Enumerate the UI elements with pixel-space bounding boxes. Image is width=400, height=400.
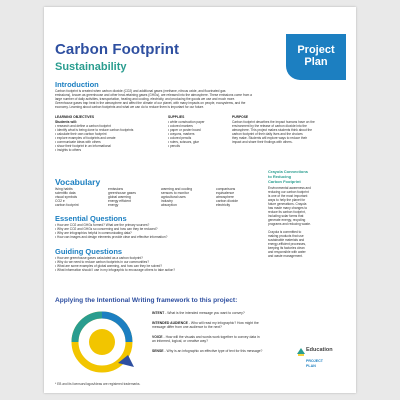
supplies-list <box>168 120 220 148</box>
vocabulary-term: equivalence <box>216 191 235 195</box>
purpose-line: atmosphere. This project makes students think about the <box>232 128 313 132</box>
sidebar-line: reducing our carbon footprint <box>268 190 309 194</box>
vocabulary-column <box>108 187 158 207</box>
objective-item: • show their footprint in an informational <box>55 144 135 148</box>
framework-center <box>89 329 115 355</box>
supply-item: • colored pencils <box>168 136 220 140</box>
sidebar-line: has made many changes to <box>268 206 308 210</box>
sidebar-title: to Reducing <box>268 174 292 179</box>
intentional-writing-diagram <box>62 311 142 373</box>
objectives-intro: Students will: <box>55 120 78 124</box>
trademark-footnote: * EB and its licensors/logos/ideas are registered trademarks. <box>55 382 141 386</box>
intro-line: Greenhouse gases trap heat in the atmosphere and affect the climate of our planet, with many impacts on people, ecosystems, and the <box>55 101 246 105</box>
objective-item: • calculate their own carbon footprint <box>55 132 135 136</box>
essential-question: • How can images and design elements provide clear and effective information? <box>55 235 263 239</box>
objective-item: • research and define a carbon footprint <box>55 124 135 128</box>
sidebar-line: keeping its factories clean <box>268 246 305 250</box>
document-type-line: PLAN <box>306 363 316 368</box>
sidebar-line: and waste management. <box>268 254 303 258</box>
vocabulary-column <box>55 187 105 207</box>
purpose-line: they make. Students will explore ways to reduce their <box>232 136 308 140</box>
supply-item: • white construction paper <box>168 120 220 124</box>
vocabulary-column <box>216 187 264 207</box>
sidebar-line: programs and reducing waste. <box>268 222 311 226</box>
objective-item: • communicate ideas with others <box>55 140 135 144</box>
sidebar-title: Carbon Footprint <box>268 179 301 184</box>
purpose-line: environment by the release of carbon dioxide into the <box>232 124 307 128</box>
sidebar-line: Crayola is committed to <box>268 230 302 234</box>
guiding-questions-heading: Guiding Questions <box>55 247 123 256</box>
document-type-line: PROJECT <box>306 359 323 363</box>
supply-item: • paper or poster board <box>168 128 220 132</box>
objectives-heading: LEARNING OBJECTIVES <box>55 115 95 119</box>
sidebar-line: is one of the most important <box>268 194 308 198</box>
sidebar-line: Environmental awareness and <box>268 186 311 190</box>
vocabulary-term: greenhouse gases <box>108 191 136 195</box>
vocabulary-column <box>161 187 213 207</box>
vocabulary-term: comparisons <box>216 187 236 191</box>
objectives-list <box>55 120 135 152</box>
purpose-text <box>232 120 348 144</box>
guiding-question: • Why do we need to reduce carbon footprints in our communities? <box>55 260 263 264</box>
supply-item: • colored markers <box>168 124 220 128</box>
purpose-heading: PURPOSE <box>232 115 249 119</box>
vocabulary-term: absorption <box>161 203 177 207</box>
badge-line-1: Project <box>297 44 335 56</box>
framework-voice <box>152 335 264 343</box>
sidebar-text <box>268 186 348 258</box>
framework-label: INTENDED AUDIENCE <box>152 321 188 325</box>
crayola-logo-icon <box>296 347 306 357</box>
document-title: Carbon Footprint <box>55 41 180 58</box>
guiding-question: • What are some examples of global warming, and how can they be solved? <box>55 264 263 268</box>
document-subtitle: Sustainability <box>55 61 127 73</box>
vocabulary-term: industry <box>161 199 173 203</box>
vocabulary-term: energy <box>108 203 119 207</box>
guiding-question: • What information should I use in my infographic to encourage others to take action? <box>55 268 263 272</box>
intro-line: economy. Learning about carbon footprints and what we can do to reduce them is important for our future. <box>55 105 205 109</box>
framework-audience <box>152 321 264 329</box>
guiding-questions-list <box>55 256 263 272</box>
supply-item: • rulers, scissors, glue <box>168 140 220 144</box>
purpose-line: carbon footprint of their daily lives and the choices <box>232 132 303 136</box>
vocabulary-term: global warming <box>108 195 131 199</box>
guiding-question: • How are greenhouse gases calculated as a carbon footprint? <box>55 256 263 260</box>
vocabulary-term: emissions <box>108 187 124 191</box>
framework-intent <box>152 311 264 315</box>
supply-item: • crayons, markers <box>168 132 220 136</box>
vocabulary-term: visual symbols <box>55 195 78 199</box>
supply-item: • pencils <box>168 144 220 148</box>
vocabulary-term: carbon footprint <box>55 203 79 207</box>
framework-label: INTENT <box>152 311 165 315</box>
objective-item: • explore examples of footprints and create <box>55 136 135 140</box>
intro-line: large number of daily activities, transportation, heating and cooling, electricity, and producing the goods we use and much more. <box>55 97 236 101</box>
framework-text: - Who will read my infographic? How might the message differ from one audience to the next? <box>152 321 259 330</box>
essential-question: • Why are CO2 and GHGs so concerning and how can they be reduced? <box>55 227 263 231</box>
framework-text: - Why is an infographic an effective type of text for this message? <box>163 349 263 353</box>
sidebar-line: generate energy, recycling <box>268 218 306 222</box>
framework-text: - How will the visuals and words work together to convey data in an informed, logical, or creative way? <box>152 335 260 344</box>
vocabulary-term: carbon dioxide <box>216 199 239 203</box>
sidebar-line: future generations. Crayola <box>268 202 307 206</box>
vocabulary-term: sensors to monitor <box>161 191 189 195</box>
sidebar-line: reduce its carbon footprint, <box>268 210 306 214</box>
project-plan-badge <box>286 34 346 80</box>
vocabulary-term: living habits <box>55 187 73 191</box>
framework-label: VOICE <box>152 335 163 339</box>
intro-line: Carbon footprint is created when carbon dioxide (CO2) and additional gases (methane, nitrous oxide, and fluorinated gas <box>55 89 226 93</box>
sidebar-line: including solar farms that <box>268 214 304 218</box>
essential-question: • How are CO2 and GHGs formed? What are the primary sources? <box>55 223 263 227</box>
brand-name: Education <box>306 347 333 353</box>
essential-questions-list <box>55 223 263 239</box>
introduction-heading: Introduction <box>55 80 99 89</box>
purpose-line: impact and share their findings with others. <box>232 140 293 144</box>
vocabulary-term: atmosphere <box>216 195 234 199</box>
vocabulary-term: electricity <box>216 203 231 207</box>
badge-line-2: Plan <box>304 56 328 68</box>
introduction-text <box>55 89 345 109</box>
essential-question: • Why are infographics helpful in communicating data? <box>55 231 263 235</box>
objective-item: • insights to others <box>55 148 135 152</box>
sidebar-line: energy-efficient processes, <box>268 242 307 246</box>
essential-questions-heading: Essential Questions <box>55 214 127 223</box>
vocabulary-term: energy efficient <box>108 199 131 203</box>
sidebar-line: sustainable materials and <box>268 238 305 242</box>
supplies-heading: SUPPLIES <box>168 115 185 119</box>
framework-label: SENSE <box>152 349 164 353</box>
framework-text: - What is the intended message you want to convey? <box>164 311 245 315</box>
vocabulary-term: agricultural uses <box>161 195 186 199</box>
vocabulary-term: scientific data <box>55 191 76 195</box>
objective-item: • identify what is being done to reduce carbon footprints <box>55 128 135 132</box>
vocabulary-term: warming and cooling <box>161 187 193 191</box>
intentional-writing-heading: Applying the Intentional Writing framework to this project: <box>55 297 238 304</box>
sidebar-line: making products that use <box>268 234 304 238</box>
sidebar-line: and responsible with water <box>268 250 306 254</box>
crayola-connections-sidebar <box>268 169 348 258</box>
sidebar-title: Crayola Connections <box>268 169 309 174</box>
purpose-line: Carbon footprint describes the impact humans have on the <box>232 120 315 124</box>
vocabulary-heading: Vocabulary <box>55 177 101 187</box>
intro-line: emissions), known as greenhouse and other heat-retaining gases (GHGs), are released into the atmosphere. These emissions come from a <box>55 93 252 97</box>
sidebar-line: ways to help the planet for <box>268 198 306 202</box>
document-type-label <box>306 359 350 368</box>
framework-sense <box>152 349 264 353</box>
vocabulary-term: CO2 e <box>55 199 65 203</box>
document-page <box>44 7 356 393</box>
